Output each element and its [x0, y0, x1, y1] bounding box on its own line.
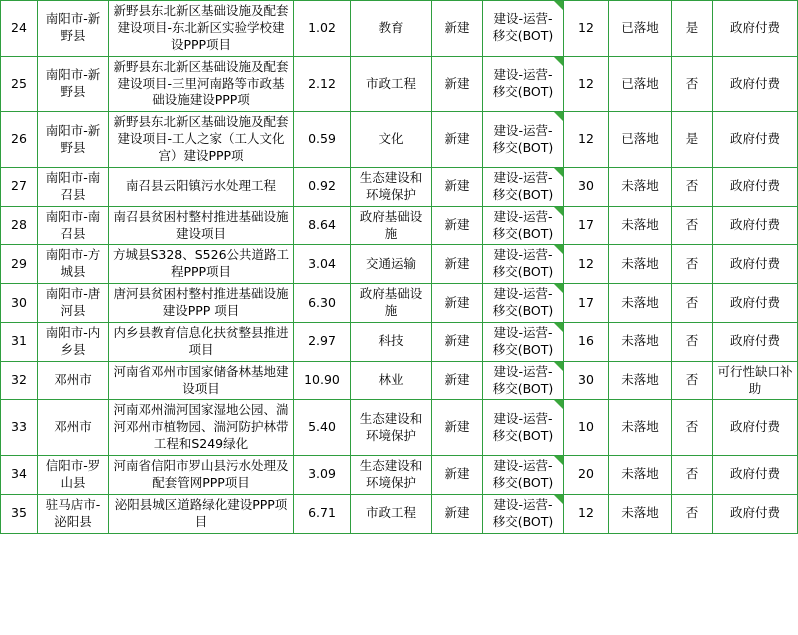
table-row [1, 494, 798, 533]
cell-serial-number: 26 [1, 112, 38, 168]
mode-line-1: 建设-运营- [493, 458, 553, 473]
cell-sector: 政府基础设施 [351, 206, 432, 245]
mode-line-1: 建设-运营- [493, 208, 553, 224]
cell-sector: 市政工程 [351, 494, 432, 533]
cell-project-type: 新建 [432, 284, 483, 323]
cell-sector: 生态建设和环境保护 [351, 167, 432, 206]
cell-project-type: 新建 [432, 400, 483, 456]
cell-region: 邓州市 [38, 361, 109, 400]
cell-payment-mechanism: 政府付费 [713, 206, 798, 245]
cell-project-name: 河南省信阳市罗山县污水处理及配套管网PPP项目 [109, 456, 294, 495]
green-corner-flag-icon [554, 245, 563, 254]
cell-cooperation-years: 10 [564, 400, 609, 456]
cell-operation-mode [483, 1, 564, 57]
mode-line-1: 建设-运营- [493, 496, 553, 512]
cell-operation-mode [483, 284, 564, 323]
cell-cooperation-years: 20 [564, 456, 609, 495]
cell-sector: 林业 [351, 361, 432, 400]
cell-payment-mechanism: 政府付费 [713, 112, 798, 168]
cell-operation-mode [483, 456, 564, 495]
cell-project-type: 新建 [432, 167, 483, 206]
cell-payment-mechanism: 政府付费 [713, 56, 798, 112]
cell-land-status: 未落地 [609, 361, 672, 400]
cell-serial-number: 30 [1, 284, 38, 323]
cell-payment-mechanism: 可行性缺口补助 [713, 361, 798, 400]
green-corner-flag-icon [554, 456, 563, 465]
cell-land-status: 未落地 [609, 494, 672, 533]
cell-sector: 科技 [351, 322, 432, 361]
cell-construction-started: 否 [672, 56, 713, 112]
cell-region: 南阳市-南召县 [38, 167, 109, 206]
table-row [1, 112, 798, 168]
mode-line-1: 建设-运营- [493, 324, 553, 340]
cell-sector: 生态建设和环境保护 [351, 400, 432, 456]
cell-construction-started: 是 [672, 1, 713, 57]
mode-line-2: 移交(BOT) [492, 186, 554, 202]
mode-line-2: 移交(BOT) [492, 139, 554, 155]
cell-sector: 市政工程 [351, 56, 432, 112]
cell-region: 南阳市-新野县 [38, 56, 109, 112]
cell-project-type: 新建 [432, 112, 483, 168]
cell-cooperation-years: 12 [564, 112, 609, 168]
cell-project-name: 方城县S328、S526公共道路工程PPP项目 [109, 245, 294, 284]
cell-investment-amount: 6.30 [294, 284, 351, 323]
cell-payment-mechanism: 政府付费 [713, 245, 798, 284]
cell-sector: 文化 [351, 112, 432, 168]
cell-operation-mode [483, 361, 564, 400]
cell-investment-amount: 6.71 [294, 494, 351, 533]
cell-payment-mechanism: 政府付费 [713, 1, 798, 57]
cell-construction-started: 否 [672, 361, 713, 400]
cell-cooperation-years: 12 [564, 245, 609, 284]
cell-region: 南阳市-方城县 [38, 245, 109, 284]
cell-region: 南阳市-内乡县 [38, 322, 109, 361]
cell-cooperation-years: 12 [564, 494, 609, 533]
cell-payment-mechanism: 政府付费 [713, 456, 798, 495]
green-corner-flag-icon [554, 57, 563, 66]
table-row [1, 456, 798, 495]
cell-cooperation-years: 12 [564, 56, 609, 112]
green-corner-flag-icon [554, 284, 563, 293]
cell-sector: 生态建设和环境保护 [351, 456, 432, 495]
cell-investment-amount: 2.12 [294, 56, 351, 112]
green-corner-flag-icon [554, 400, 563, 409]
cell-operation-mode [483, 494, 564, 533]
cell-investment-amount: 5.40 [294, 400, 351, 456]
cell-sector: 教育 [351, 1, 432, 57]
cell-investment-amount: 3.09 [294, 456, 351, 495]
green-corner-flag-icon [554, 168, 563, 177]
cell-construction-started: 否 [672, 284, 713, 323]
cell-project-name: 新野县东北新区基础设施及配套建设项目-工人之家（工人文化宫）建设PPP项 [109, 112, 294, 168]
cell-operation-mode [483, 322, 564, 361]
cell-payment-mechanism: 政府付费 [713, 494, 798, 533]
cell-construction-started: 否 [672, 245, 713, 284]
table-row [1, 206, 798, 245]
cell-investment-amount: 2.97 [294, 322, 351, 361]
cell-land-status: 已落地 [609, 1, 672, 57]
cell-cooperation-years: 17 [564, 206, 609, 245]
cell-land-status: 未落地 [609, 456, 672, 495]
cell-project-type: 新建 [432, 1, 483, 57]
cell-sector: 政府基础设施 [351, 284, 432, 323]
cell-cooperation-years: 30 [564, 167, 609, 206]
cell-serial-number: 28 [1, 206, 38, 245]
cell-project-name: 新野县东北新区基础设施及配套建设项目-三里河南路等市政基础设施建设PPP项 [109, 56, 294, 112]
mode-line-1: 建设-运营- [493, 11, 553, 27]
cell-operation-mode [483, 400, 564, 456]
cell-project-type: 新建 [432, 322, 483, 361]
mode-line-2: 移交(BOT) [492, 225, 554, 241]
cell-region: 南阳市-南召县 [38, 206, 109, 245]
cell-project-type: 新建 [432, 56, 483, 112]
cell-payment-mechanism: 政府付费 [713, 167, 798, 206]
cell-serial-number: 35 [1, 494, 38, 533]
cell-serial-number: 34 [1, 456, 38, 495]
cell-land-status: 未落地 [609, 322, 672, 361]
green-corner-flag-icon [554, 207, 563, 216]
mode-line-2: 移交(BOT) [492, 513, 554, 529]
green-corner-flag-icon [554, 495, 563, 504]
mode-line-2: 移交(BOT) [492, 264, 554, 280]
cell-construction-started: 否 [672, 322, 713, 361]
mode-line-2: 移交(BOT) [492, 474, 554, 490]
cell-project-name: 南召县贫困村整村推进基础设施建设项目 [109, 206, 294, 245]
cell-project-type: 新建 [432, 494, 483, 533]
cell-project-name: 河南邓州湍河国家湿地公园、湍河邓州市植物园、湍河防护林带工程和S249绿化 [109, 400, 294, 456]
cell-project-name: 新野县东北新区基础设施及配套建设项目-东北新区实验学校建设PPP项目 [109, 1, 294, 57]
table-row [1, 400, 798, 456]
cell-land-status: 未落地 [609, 206, 672, 245]
table-row [1, 56, 798, 112]
cell-project-name: 泌阳县城区道路绿化建设PPP项目 [109, 494, 294, 533]
cell-project-type: 新建 [432, 361, 483, 400]
cell-sector: 交通运输 [351, 245, 432, 284]
cell-land-status: 已落地 [609, 56, 672, 112]
cell-serial-number: 27 [1, 167, 38, 206]
cell-serial-number: 32 [1, 361, 38, 400]
cell-project-type: 新建 [432, 206, 483, 245]
mode-line-1: 建设-运营- [493, 122, 553, 138]
cell-operation-mode [483, 56, 564, 112]
cell-construction-started: 否 [672, 456, 713, 495]
table-row [1, 361, 798, 400]
mode-line-2: 移交(BOT) [492, 83, 554, 99]
cell-project-name: 唐河县贫困村整村推进基础设施建设PPP 项目 [109, 284, 294, 323]
table-row [1, 284, 798, 323]
cell-region: 南阳市-新野县 [38, 1, 109, 57]
cell-construction-started: 否 [672, 167, 713, 206]
cell-land-status: 未落地 [609, 284, 672, 323]
green-corner-flag-icon [554, 1, 563, 10]
cell-operation-mode [483, 245, 564, 284]
table-row [1, 167, 798, 206]
cell-investment-amount: 10.90 [294, 361, 351, 400]
green-corner-flag-icon [554, 362, 563, 371]
cell-cooperation-years: 17 [564, 284, 609, 323]
cell-operation-mode [483, 112, 564, 168]
table-body [1, 1, 798, 534]
cell-project-type: 新建 [432, 456, 483, 495]
cell-operation-mode [483, 206, 564, 245]
cell-payment-mechanism: 政府付费 [713, 322, 798, 361]
cell-cooperation-years: 12 [564, 1, 609, 57]
cell-construction-started: 否 [672, 400, 713, 456]
cell-construction-started: 是 [672, 112, 713, 168]
cell-serial-number: 25 [1, 56, 38, 112]
cell-investment-amount: 0.92 [294, 167, 351, 206]
cell-operation-mode [483, 167, 564, 206]
cell-investment-amount: 3.04 [294, 245, 351, 284]
cell-investment-amount: 0.59 [294, 112, 351, 168]
cell-region: 南阳市-唐河县 [38, 284, 109, 323]
cell-land-status: 未落地 [609, 400, 672, 456]
cell-land-status: 已落地 [609, 112, 672, 168]
table-row [1, 1, 798, 57]
green-corner-flag-icon [554, 112, 563, 121]
cell-land-status: 未落地 [609, 167, 672, 206]
cell-project-type: 新建 [432, 245, 483, 284]
cell-region: 驻马店市-泌阳县 [38, 494, 109, 533]
cell-region: 南阳市-新野县 [38, 112, 109, 168]
mode-line-2: 移交(BOT) [492, 341, 554, 357]
cell-project-name: 内乡县教育信息化扶贫整县推进项目 [109, 322, 294, 361]
mode-line-2: 移交(BOT) [492, 380, 554, 396]
cell-serial-number: 31 [1, 322, 38, 361]
table-row [1, 322, 798, 361]
cell-serial-number: 33 [1, 400, 38, 456]
mode-line-2: 移交(BOT) [492, 427, 554, 443]
mode-line-1: 建设-运营- [493, 169, 553, 185]
mode-line-1: 建设-运营- [493, 286, 553, 302]
mode-line-1: 建设-运营- [493, 67, 553, 83]
green-corner-flag-icon [554, 323, 563, 332]
cell-land-status: 未落地 [609, 245, 672, 284]
cell-project-name: 河南省邓州市国家储备林基地建设项目 [109, 361, 294, 400]
cell-construction-started: 否 [672, 206, 713, 245]
mode-line-1: 建设-运营- [493, 363, 553, 379]
cell-project-name: 南召县云阳镇污水处理工程 [109, 167, 294, 206]
mode-line-2: 移交(BOT) [492, 303, 554, 318]
cell-investment-amount: 8.64 [294, 206, 351, 245]
cell-construction-started: 否 [672, 494, 713, 533]
cell-serial-number: 29 [1, 245, 38, 284]
cell-cooperation-years: 30 [564, 361, 609, 400]
cell-payment-mechanism: 政府付费 [713, 400, 798, 456]
cell-region: 信阳市-罗山县 [38, 456, 109, 495]
mode-line-1: 建设-运营- [493, 247, 553, 263]
cell-cooperation-years: 16 [564, 322, 609, 361]
mode-line-1: 建设-运营- [493, 410, 553, 426]
cell-payment-mechanism: 政府付费 [713, 284, 798, 323]
table-row [1, 245, 798, 284]
cell-region: 邓州市 [38, 400, 109, 456]
cell-serial-number: 24 [1, 1, 38, 57]
cell-investment-amount: 1.02 [294, 1, 351, 57]
mode-line-2: 移交(BOT) [492, 28, 554, 44]
